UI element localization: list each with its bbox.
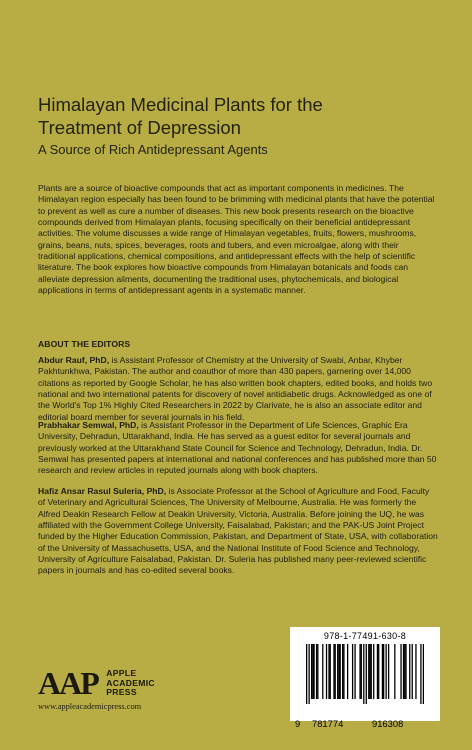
publisher-website: www.appleacademicpress.com xyxy=(38,702,142,711)
barcode-bar xyxy=(340,644,341,699)
barcode-digits-right: 916308 xyxy=(372,718,404,729)
barcode-bar xyxy=(311,644,312,699)
barcode-bar xyxy=(313,644,314,699)
barcode-bar xyxy=(363,644,364,704)
barcode-bar xyxy=(328,644,329,699)
barcode-bar xyxy=(385,644,386,699)
barcode-bar xyxy=(377,644,378,699)
barcode-bar xyxy=(420,644,421,704)
book-subtitle: A Source of Rich Antidepressant Agents xyxy=(38,142,268,157)
book-title xyxy=(38,93,438,139)
barcode-bar xyxy=(306,644,307,704)
editor-name: Prabhakar Semwal, PhD, xyxy=(38,420,139,430)
barcode-bar xyxy=(369,644,370,699)
publisher-name-line-1: APPLE xyxy=(106,668,137,678)
barcode-bar xyxy=(400,644,401,699)
barcode-bar xyxy=(378,644,379,699)
barcode-bar xyxy=(403,644,404,699)
barcode-bar xyxy=(335,644,336,699)
publisher-name xyxy=(106,669,155,698)
editor-bio-text: is Associate Professor at the School of Agriculture and Food, Faculty of Veterinary and Agricultural Sciences, The University of Melbourne, Australia. He was formerly the Alfred Deakin Research Fellow at Deakin University, Victoria, Australia. Before joining the UQ, he was affiliated with the Government College University, Faisalabad, Pakistan; and the PAK-US Joint Project funded by the Higher Education Commission, Pakistan, and Department of State, USA, with collaboration of the University of Massachusetts, USA, and the National Institute of Food Science and Technology, University of Agriculture Faisalabad, Pakistan. Dr. Suleria has published many peer-reviewed scientific papers in journals and has co-edited several books. xyxy=(38,486,438,576)
publisher-name-line-2: ACADEMIC xyxy=(106,677,155,688)
barcode-bar xyxy=(361,644,362,699)
editor-bio-2 xyxy=(38,420,438,477)
barcode-bar xyxy=(343,644,344,699)
barcode-bar xyxy=(330,644,331,699)
barcode-digit-first: 9 xyxy=(295,718,301,729)
barcode-bar xyxy=(412,644,413,699)
barcode-bar xyxy=(317,644,318,699)
barcode-bar xyxy=(359,644,360,699)
editor-bio-text: is Assistant Professor in the Department of Life Sciences, Graphic Era University, Dehradun, Uttarakhand, India. He has served as a guest editor for several journals and previously worked at the Uttarakhand State Council for Science and Technology, Dehradun, India. Dr. Semwal has presented papers at international and national conferences and has published more than 50 research and review articles in reputed journals along with book chapters. xyxy=(38,420,437,476)
barcode-bar xyxy=(423,644,424,704)
barcode-bar xyxy=(322,644,323,699)
editors-heading: ABOUT THE EDITORS xyxy=(38,339,131,349)
barcode-bar xyxy=(373,644,374,699)
barcode-bar xyxy=(342,644,343,699)
publisher-name-line-3: PRESS xyxy=(106,687,137,697)
barcode-bar xyxy=(347,644,348,699)
isbn-number: 978-1-77491-630-8 xyxy=(323,631,407,641)
barcode-bar xyxy=(394,644,395,699)
barcode-bar xyxy=(405,644,406,699)
barcode-bar xyxy=(404,644,405,699)
barcode-bar xyxy=(388,644,389,699)
barcode-bar xyxy=(352,644,353,699)
book-description xyxy=(38,183,436,296)
barcode-bar xyxy=(409,644,410,699)
barcode-bar xyxy=(383,644,384,699)
barcode-bar xyxy=(316,644,317,699)
barcode-bar xyxy=(366,644,367,704)
book-title-line-1: Himalayan Medicinal Plants for the xyxy=(38,94,323,115)
book-title-line-2: Treatment of Depression xyxy=(38,117,241,138)
publisher-logo-mark: AAP xyxy=(38,665,98,701)
title-block xyxy=(38,93,438,157)
barcode-bar xyxy=(312,644,313,699)
publisher-logo xyxy=(38,665,155,701)
barcode-bar xyxy=(326,644,327,699)
editor-bio-text: is Assistant Professor of Chemistry at the University of Swabi, Anbar, Khyber Pakhtunkhwa, Pakistan. The author and coauthor of more than 430 papers, garnering over 14,000 citations as reported by Google Scholar, he has also written book chapters, edited books, and holds two national and two international patents for discovery of novel antidiabetic drugs. Acknowledged as one of the World's Top 1% Highly Cited Researchers in 2022 by Clarivate, he is also an associate editor and editorial board member for several journals in his field. xyxy=(38,355,433,422)
editor-name: Abdur Rauf, PhD, xyxy=(38,355,110,365)
barcode-bar xyxy=(371,644,372,699)
editor-bio-1 xyxy=(38,355,438,423)
barcode-digits-left: 781774 xyxy=(312,718,344,729)
barcode-bar xyxy=(382,644,383,699)
barcode-bar xyxy=(333,644,334,699)
description-paragraph: Plants are a source of bioactive compounds that act as important components in medicines. The Himalayan region especially has been found to be brimming with medicinal plants that have the potential to prevent as well as cure a number of diseases. This new book presents research on the bioactive compounds derived from Himalayan plants, focusing specifically on their beneficial antidepressant activities. The volume discusses a wide range of Himalayan vegetables, fruits, flowers, mushrooms, grains, beans, nuts, spices, beverages, roots and tubers, and even microalgae, along with their traditional applications, chemical compositions, and antidepressant effects with the help of scientific literature. The book explores how bioactive compounds from Himalayan botanicals and foods can alleviate depression ailments, documenting the traditional uses, phytochemicals, and biological applications in terms of antidepressant agents in a systematic manner. xyxy=(38,183,435,296)
barcode-bars xyxy=(306,644,424,704)
barcode-bar xyxy=(337,644,338,699)
barcode-bar xyxy=(308,644,309,704)
barcode-bar xyxy=(415,644,416,699)
editor-bio-3 xyxy=(38,486,438,577)
barcode-bar xyxy=(338,644,339,699)
editor-name: Hafiz Ansar Rasul Suleria, PhD, xyxy=(38,486,167,496)
barcode-bar xyxy=(354,644,355,699)
barcode-bar xyxy=(368,644,369,699)
isbn-barcode xyxy=(290,627,440,729)
